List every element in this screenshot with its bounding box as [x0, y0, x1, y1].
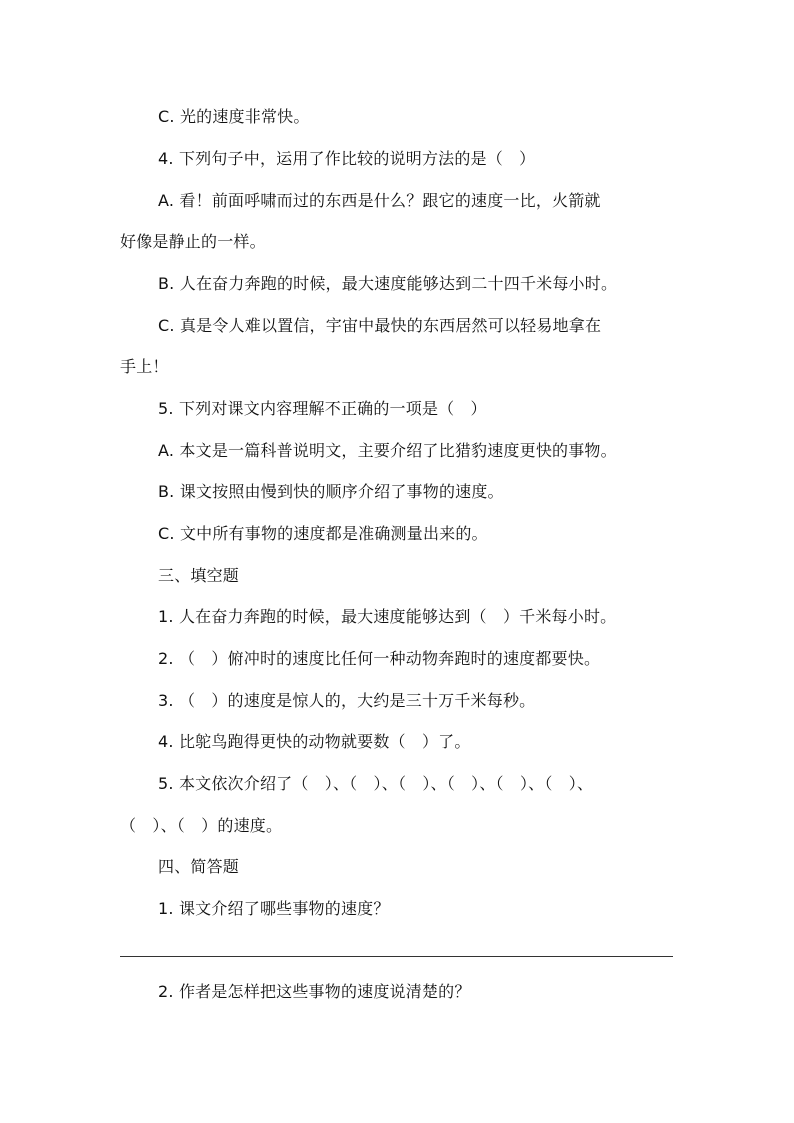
- short-answer-2: 2. 作者是怎样把这些事物的速度说清楚的？: [158, 982, 471, 1001]
- option-c-q4-line2: 手上！: [120, 357, 169, 376]
- option-c-q5: C. 文中所有事物的速度都是准确测量出来的。: [158, 524, 488, 543]
- option-b-q5: B. 课文按照由慢到快的顺序介绍了事物的速度。: [158, 482, 504, 501]
- option-c-q4-line1: C. 真是令人难以置信，宇宙中最快的东西居然可以轻易地拿在: [158, 316, 602, 335]
- section-heading-fill-blank: 三、填空题: [158, 566, 240, 585]
- section-heading-short-answer: 四、简答题: [158, 857, 240, 876]
- option-c-q3: C. 光的速度非常快。: [158, 107, 310, 126]
- fill-blank-3: 3. （ ）的速度是惊人的，大约是三十万千米每秒。: [158, 691, 536, 710]
- fill-blank-1: 1. 人在奋力奔跑的时候，最大速度能够达到（ ）千米每小时。: [158, 607, 617, 626]
- option-b-q4: B. 人在奋力奔跑的时候，最大速度能够达到二十四千米每小时。: [158, 274, 618, 293]
- option-a-q5: A. 本文是一篇科普说明文，主要介绍了比猎豹速度更快的事物。: [158, 441, 617, 460]
- option-a-q4-line1: A. 看！前面呼啸而过的东西是什么？跟它的速度一比，火箭就: [158, 191, 601, 210]
- fill-blank-5-line1: 5. 本文依次介绍了（ ）、（ ）、（ ）、（ ）、（ ）、（ ）、: [158, 774, 594, 793]
- answer-line: [120, 956, 673, 957]
- option-a-q4-line2: 好像是静止的一样。: [120, 232, 266, 251]
- fill-blank-4: 4. 比鸵鸟跑得更快的动物就要数（ ）了。: [158, 732, 471, 751]
- question-5: 5. 下列对课文内容理解不正确的一项是（ ）: [158, 399, 487, 418]
- fill-blank-2: 2. （ ）俯冲时的速度比任何一种动物奔跑时的速度都要快。: [158, 649, 601, 668]
- short-answer-1: 1. 课文介绍了哪些事物的速度？: [158, 899, 390, 918]
- question-4: 4. 下列句子中，运用了作比较的说明方法的是（ ）: [158, 149, 536, 168]
- fill-blank-5-line2: （ ）、（ ）的速度。: [120, 816, 283, 835]
